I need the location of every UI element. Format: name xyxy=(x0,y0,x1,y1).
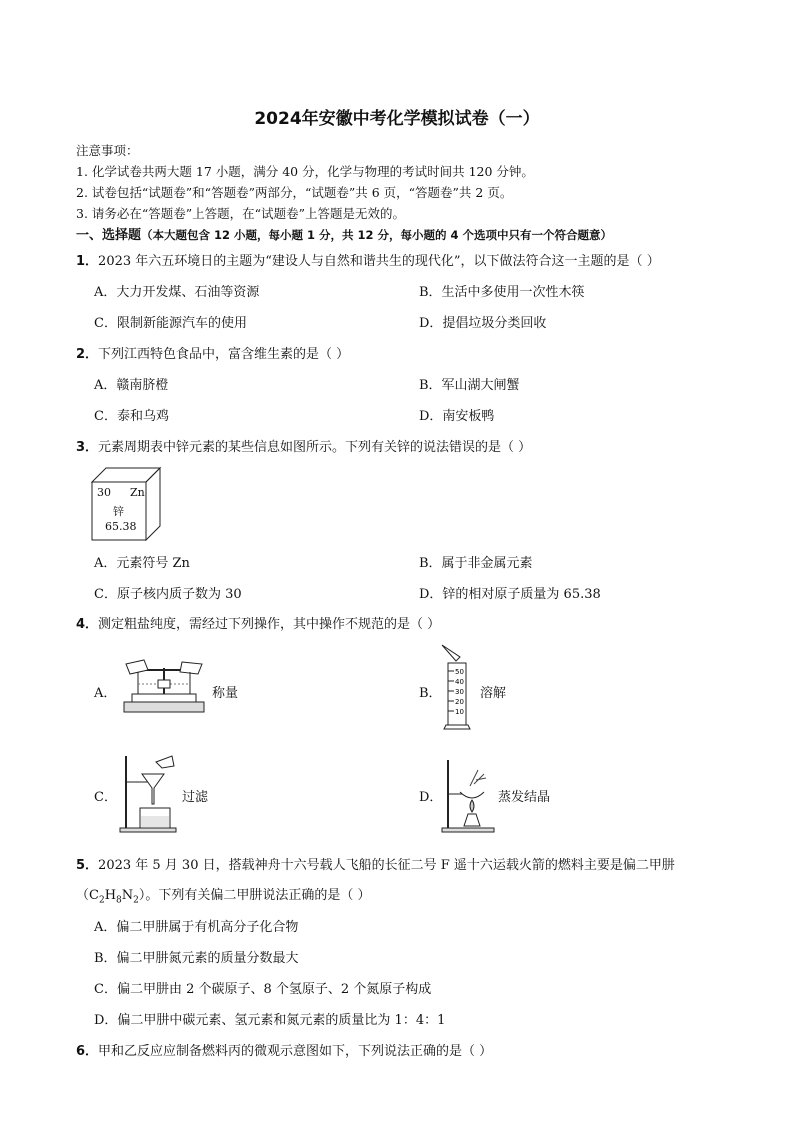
question-text: 测定粗盐纯度，需经过下列操作，其中操作不规范的是（ ） xyxy=(98,617,441,632)
cylinder-mark-40: 40 xyxy=(455,678,464,686)
q5-option-c: C．偏二甲肼由 2 个碳原子、8 个氢原子、2 个氮原子构成 xyxy=(94,982,432,997)
formula-n: N xyxy=(121,888,134,903)
balance-scale-figure xyxy=(118,654,210,716)
q3-option-a: A．元素符号 Zn xyxy=(94,556,190,571)
question-text: 甲和乙反应应制备燃料丙的微观示意图如下，下列说法正确的是（ ） xyxy=(98,1044,493,1059)
q4-option-a-label: 称量 xyxy=(212,686,239,701)
formula-close: ） xyxy=(138,888,146,903)
question-2-stem xyxy=(76,343,349,362)
q1-option-c: C．限制新能源汽车的使用 xyxy=(94,316,247,331)
section-heading xyxy=(76,224,612,243)
question-text: 2023 年 5 月 30 日，搭载神舟十六号载人飞船的长征二号 F 遥十六运载火箭的燃料主要是偏二甲肼 xyxy=(98,858,675,873)
q3-option-d: D．锌的相对原子质量为 65.38 xyxy=(419,587,601,602)
graduated-cylinder-figure xyxy=(438,643,474,735)
evaporation-apparatus-figure xyxy=(440,756,496,834)
notice-item-1: 1. 化学试卷共两大题 17 小题，满分 40 分，化学与物理的考试时间共 120 分钟。 xyxy=(76,164,534,179)
question-number: 3． xyxy=(76,440,99,455)
element-name: 锌 xyxy=(113,505,124,518)
notice-item-3: 3. 请务必在“答题卷”上答题，在“试题卷”上答题是无效的。 xyxy=(76,206,405,221)
question-number: 4． xyxy=(76,617,99,632)
formula-open: （C xyxy=(76,888,99,903)
q5-option-d: D．偏二甲肼中碳元素、氢元素和氮元素的质量比为 1：4：1 xyxy=(94,1013,446,1028)
element-atomic-number: 30 xyxy=(97,486,111,499)
q3-option-c: C．原子核内质子数为 30 xyxy=(94,587,242,602)
q4-option-b-label: 溶解 xyxy=(480,686,507,701)
question-number: 1． xyxy=(76,254,99,269)
q5-option-b: B．偏二甲肼氮元素的质量分数最大 xyxy=(94,951,299,966)
cylinder-mark-30: 30 xyxy=(455,688,464,696)
question-1-stem xyxy=(76,250,660,269)
q4-option-b-letter: B． xyxy=(419,686,442,701)
cylinder-mark-20: 20 xyxy=(455,698,464,706)
cylinder-mark-10: 10 xyxy=(455,708,464,716)
q2-option-a: A．赣南脐橙 xyxy=(94,378,169,393)
formula xyxy=(76,888,146,906)
q4-option-d-letter: D． xyxy=(419,790,443,805)
cylinder-mark-50: 50 xyxy=(455,668,464,676)
formula-c-count: 2 xyxy=(98,895,105,906)
q4-option-d-label: 蒸发结晶 xyxy=(498,790,551,805)
filtration-apparatus-figure xyxy=(116,752,180,834)
question-5-stem-line2 xyxy=(76,884,371,906)
question-4-stem xyxy=(76,613,440,632)
question-text: 。下列有关偏二甲肼说法正确的是（ ） xyxy=(145,888,371,903)
notice-heading: 注意事项： xyxy=(76,143,139,158)
question-text: 元素周期表中锌元素的某些信息如图所示。下列有关锌的说法错误的是（ ） xyxy=(98,440,532,455)
q2-option-d: D．南安板鸭 xyxy=(419,409,495,424)
q4-option-c-letter: C． xyxy=(94,790,117,805)
q3-option-b: B．属于非金属元素 xyxy=(419,556,533,571)
question-number: 2． xyxy=(76,347,99,362)
page-title: 2024年安徽中考化学模拟试卷（一） xyxy=(254,109,540,129)
element-symbol: Zn xyxy=(130,486,145,499)
q4-option-a-letter: A． xyxy=(94,686,117,701)
element-mass: 65.38 xyxy=(105,520,137,533)
section-description: （本大题包含 12 小题，每小题 1 分，共 12 分，每小题的 4 个选项中只有一个符合题意） xyxy=(141,228,613,242)
formula-h: H xyxy=(104,888,117,903)
question-text: 下列江西特色食品中，富含维生素的是（ ） xyxy=(98,347,350,362)
q4-option-c-label: 过滤 xyxy=(182,790,209,805)
question-3-stem xyxy=(76,436,531,455)
notice-item-2: 2. 试卷包括“试题卷”和“答题卷”两部分，“试题卷”共 6 页，“答题卷”共 2 页。 xyxy=(76,185,513,200)
q1-option-d: D．提倡垃圾分类回收 xyxy=(419,316,547,331)
q2-option-c: C．泰和乌鸡 xyxy=(94,409,169,424)
question-5-stem-line1 xyxy=(76,854,675,873)
q1-option-a: A．大力开发煤、石油等资源 xyxy=(94,285,260,300)
question-number: 5． xyxy=(76,858,99,873)
q2-option-b: B．军山湖大闸蟹 xyxy=(419,378,520,393)
q5-option-a: A．偏二甲肼属于有机高分子化合物 xyxy=(94,920,299,935)
question-number: 6． xyxy=(76,1044,99,1059)
formula-h-count: 8 xyxy=(116,895,122,906)
section-label: 一、选择题 xyxy=(76,228,142,243)
question-text: 2023 年六五环境日的主题为“建设人与自然和谐共生的现代化”，以下做法符合这一主题的是（ ） xyxy=(98,254,660,269)
q1-option-b: B．生活中多使用一次性木筷 xyxy=(419,285,585,300)
question-6-stem xyxy=(76,1040,492,1059)
formula-n-count: 2 xyxy=(133,895,139,906)
